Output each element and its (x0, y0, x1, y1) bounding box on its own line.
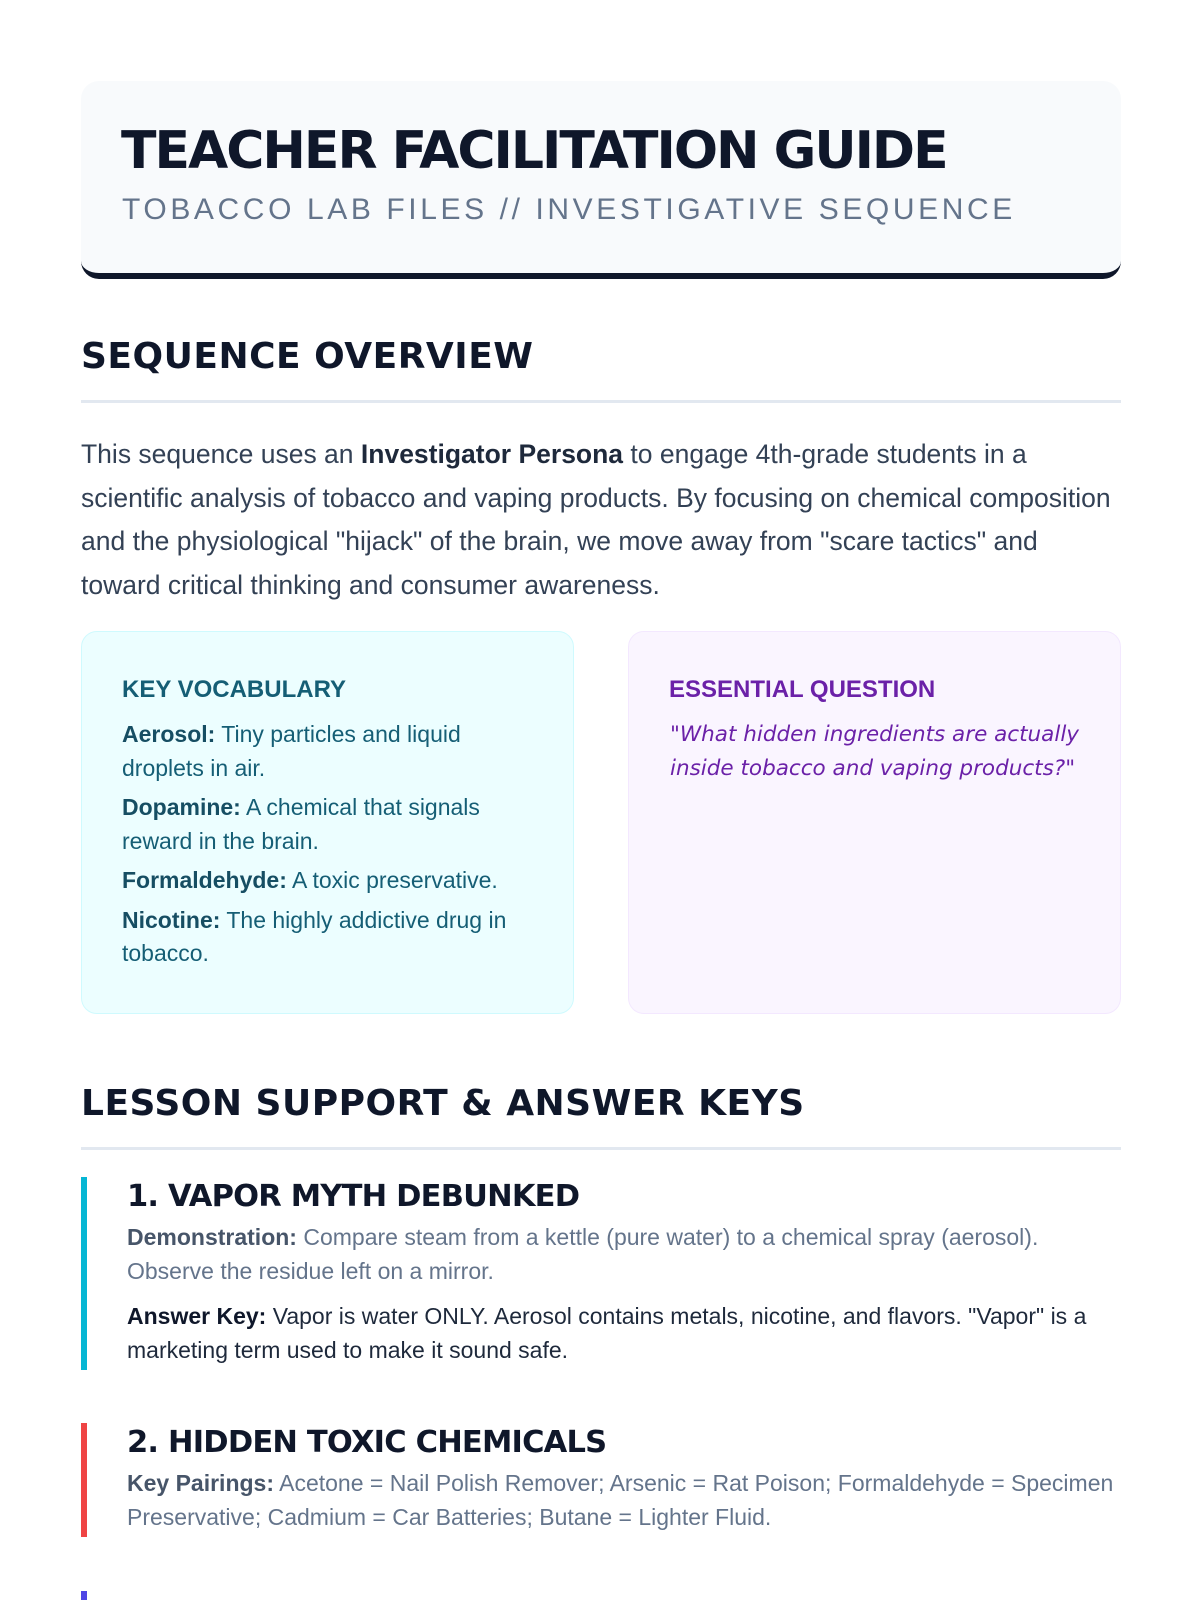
lesson-key-pairings: Key Pairings: Acetone = Nail Polish Remover; Arsenic = Rat Poison; Formaldehyde = Specimen Preservative; Cadmium = Car Batteries; Butane = Lighter Fluid. (127, 1470, 1114, 1530)
page-title: TEACHER FACILITATION GUIDE (121, 121, 947, 181)
lesson-accent-bar (81, 1591, 87, 1600)
lesson-card (81, 1177, 1121, 1370)
lesson-accent-bar (81, 1423, 87, 1537)
vocabulary-item: Dopamine: A chemical that signals reward in the brain. (122, 794, 480, 854)
lesson-accent-bar (81, 1177, 87, 1370)
vocabulary-item: Formaldehyde: A toxic preservative. (122, 867, 498, 893)
lesson-title: 2. HIDDEN TOXIC CHEMICALS (127, 1425, 607, 1460)
essential-question-card (628, 631, 1121, 1014)
overview-paragraph: This sequence uses an Investigator Persona to engage 4th-grade students in a scientific analysis of tobacco and vaping products. By focusing on chemical composition and the physiological "hijack" of the brain, we move away from "scare tactics" and toward critical thinking and consumer awareness. (81, 439, 1111, 600)
key-vocabulary-title: KEY VOCABULARY (122, 676, 347, 703)
lesson-support-heading: LESSON SUPPORT & ANSWER KEYS (81, 1083, 805, 1124)
section-divider (81, 1147, 1121, 1150)
essential-question-title: ESSENTIAL QUESTION (669, 676, 936, 703)
vocabulary-list (122, 718, 534, 977)
page-subtitle: TOBACCO LAB FILES // INVESTIGATIVE SEQUENCE (122, 193, 1016, 226)
vocabulary-item: Aerosol: Tiny particles and liquid droplets in air. (122, 721, 461, 781)
vocabulary-item: Nicotine: The highly addictive drug in tobacco. (122, 906, 507, 966)
overview-emphasis: Investigator Persona (360, 439, 624, 469)
essential-question-text: "What hidden ingredients are actually inside tobacco and vaping products?" (670, 722, 1080, 781)
lesson-title: 1. VAPOR MYTH DEBUNKED (127, 1179, 580, 1214)
key-vocabulary-card (81, 631, 574, 1014)
lesson-answer-key: Answer Key: Vapor is water ONLY. Aerosol contains metals, nicotine, and flavors. "Vapor" is a marketing term used to make it sound safe. (127, 1303, 1087, 1363)
lesson-card (81, 1423, 1121, 1537)
lesson-demonstration: Demonstration: Compare steam from a kettle (pure water) to a chemical spray (aerosol). Observe the residue left on a mirror. (127, 1224, 1039, 1284)
section-divider (81, 400, 1121, 403)
guide-header (81, 81, 1121, 279)
sequence-overview-heading: SEQUENCE OVERVIEW (81, 336, 534, 377)
